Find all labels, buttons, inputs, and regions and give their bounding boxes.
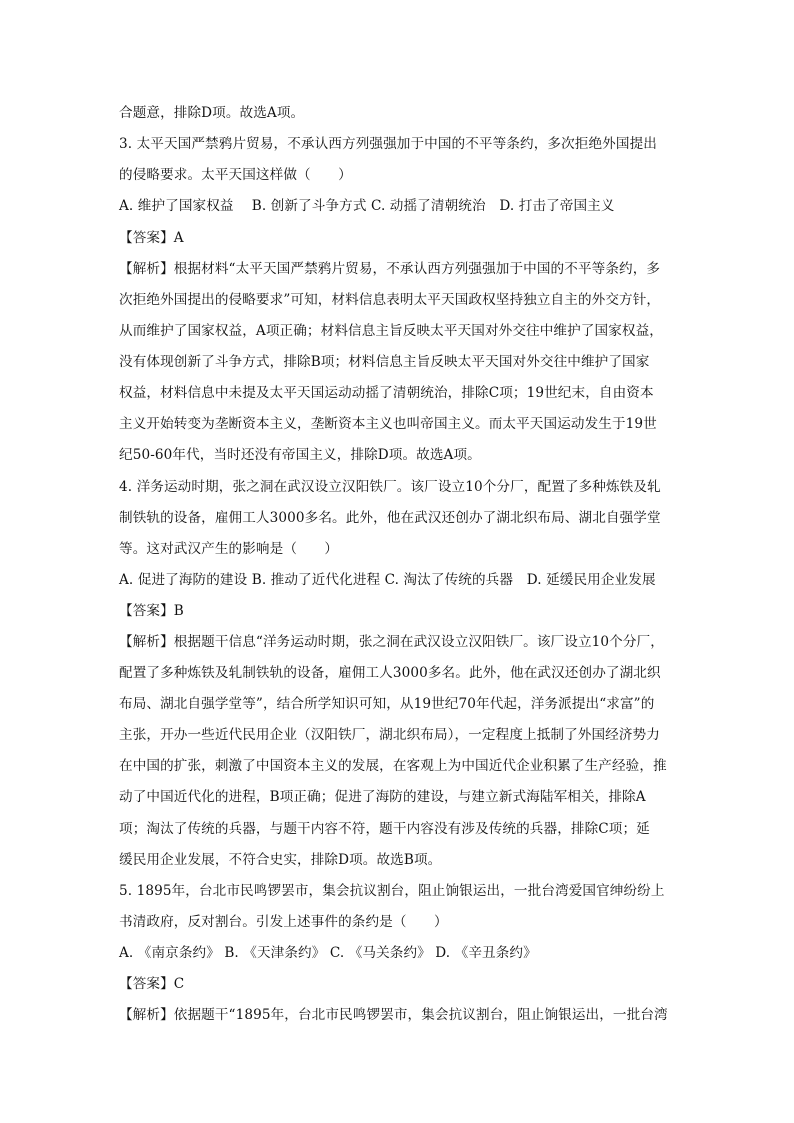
text-line: 缓民用企业发展，不符合史实，排除D项。故选B项。 bbox=[119, 852, 442, 868]
text-line: 次拒绝外国提出的侵略要求”可知，材料信息表明太平天国政权坚持独立自主的外交方针， bbox=[119, 292, 661, 308]
text-line: 布局、湖北自强学堂等”，结合所学知识可知，从19世纪70年代起，洋务派提出“求富”的 bbox=[119, 696, 655, 712]
text-line: 制铁轨的设备，雇佣工人3000多名。此外，他在武汉还创办了湖北织布局、湖北自强学堂 bbox=[119, 510, 661, 526]
text-line: 配置了多种炼铁及轧制铁轨的设备，雇佣工人3000多名。此外，他在武汉还创办了湖北织 bbox=[119, 665, 661, 681]
text-line: 动了中国近代化的进程，B项正确；促进了海防的建设，与建立新式海陆军相关，排除A bbox=[119, 789, 646, 805]
text-line: 【解析】根据题干信息“洋务运动时期，张之洞在武汉设立汉阳铁厂。该厂设立10个分厂， bbox=[119, 634, 664, 650]
text-line: 【答案】B bbox=[119, 603, 184, 619]
text-line: A. 促进了海防的建设 B. 推动了近代化进程 C. 淘汰了传统的兵器 D. 延缓民用企业发展 bbox=[119, 572, 656, 588]
text-line: 没有体现创新了斗争方式，排除B项；材料信息主旨反映太平天国对外交往中维护了国家 bbox=[119, 354, 650, 370]
text-line: 【答案】C bbox=[119, 976, 185, 992]
text-line: 的侵略要求。太平天国这样做（ ） bbox=[119, 167, 352, 183]
text-line: 从而维护了国家权益，A项正确；材料信息主旨反映太平天国对外交往中维护了国家权益， bbox=[119, 323, 663, 339]
text-line: 4. 洋务运动时期，张之洞在武汉设立汉阳铁厂。该厂设立10个分厂，配置了多种炼铁及轧 bbox=[119, 479, 661, 495]
text-line: 【解析】根据材料“太平天国严禁鸦片贸易，不承认西方列强强加于中国的不平等条约，多 bbox=[119, 261, 661, 277]
text-line: 主义开始转变为垄断资本主义，垄断资本主义也叫帝国主义。而太平天国运动发生于19世 bbox=[119, 416, 657, 432]
text-line: 书清政府，反对割台。引发上述事件的条约是（ ） bbox=[119, 914, 448, 930]
text-line: 【答案】A bbox=[119, 230, 184, 246]
text-line: 在中国的扩张，刺激了中国资本主义的发展，在客观上为中国近代企业积累了生产经验，推 bbox=[119, 758, 667, 774]
text-line: 纪50-60年代，当时还没有帝国主义，排除D项。故选A项。 bbox=[119, 447, 481, 463]
text-line: 3. 太平天国严禁鸦片贸易，不承认西方列强强加于中国的不平等条约，多次拒绝外国提出 bbox=[119, 136, 657, 152]
text-line: 5. 1895年，台北市民鸣锣罢市，集会抗议割台，阻止饷银运出，一批台湾爱国官绅纷纷上 bbox=[119, 883, 665, 899]
text-line: 【解析】依据题干“1895年，台北市民鸣锣罢市，集会抗议割台，阻止饷银运出，一批台湾 bbox=[119, 1007, 668, 1023]
text-line: A. 《南京条约》 B. 《天津条约》 C. 《马关条约》 D. 《辛丑条约》 bbox=[119, 945, 537, 961]
text-line: 权益，材料信息中未提及太平天国运动动摇了清朝统治，排除C项；19世纪末，自由资本 bbox=[119, 385, 654, 401]
text-line: A. 维护了国家权益 B. 创新了斗争方式 C. 动摇了清朝统治 D. 打击了帝国主义 bbox=[119, 198, 615, 214]
text-line: 主张，开办一些近代民用企业（汉阳铁厂，湖北织布局），一定程度上抵制了外国经济势力 bbox=[119, 727, 660, 743]
text-line: 项；淘汰了传统的兵器，与题干内容不符，题干内容没有涉及传统的兵器，排除C项；延 bbox=[119, 821, 650, 837]
text-line: 等。这对武汉产生的影响是（ ） bbox=[119, 541, 339, 557]
text-line: 合题意，排除D项。故选A项。 bbox=[119, 105, 305, 121]
